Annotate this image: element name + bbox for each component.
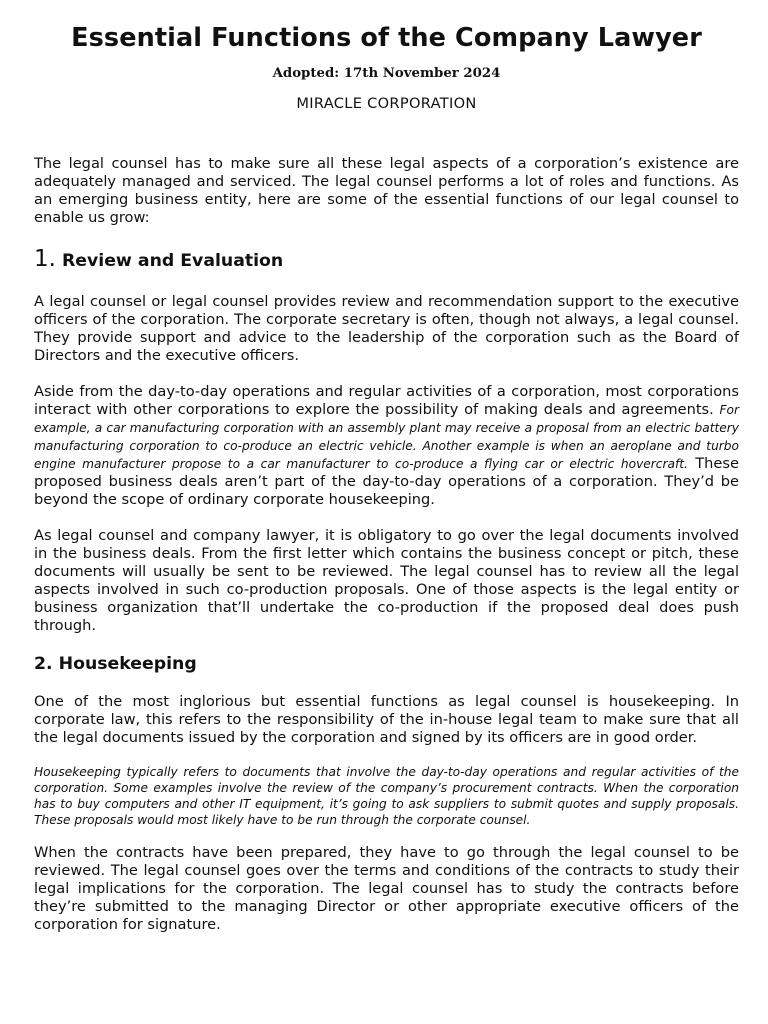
section-1-paragraph-2-example: For example, a car manufacturing corporation with an assembly plant may receive a proposal from an electric battery manufacturing corporation to co-produce an electric vehicle. Another example is when an aeroplane and turbo engine manufacturer propose to a car manufacturer to co-produce a flying car or electric hovercraft.: [34, 403, 740, 471]
section-1-paragraph-2-lead: Aside from the day-to-day operations and regular activities of a corporation, most corporations interact with other corporations to explore the possibility of making deals and agreements.: [34, 383, 739, 418]
section-2-paragraph-3: When the contracts have been prepared, they have to go through the legal counsel to be reviewed. The legal counsel goes over the terms and conditions of the contracts to study their legal implications for the corporation. The legal counsel has to study the contracts before they’re submitted to the managing Director or other appropriate executive officers of the corporation for signature.: [34, 844, 739, 933]
section-2-paragraph-1: One of the most inglorious but essential functions as legal counsel is housekeeping. In corporate law, this refers to the responsibility of the in-house legal team to make sure that all the legal documents issued by the corporation and signed by its officers are in good order.: [34, 693, 739, 746]
document-title: Essential Functions of the Company Lawyer: [71, 23, 702, 53]
document-page: [34, 0, 739, 934]
section-1-paragraph-3: As legal counsel and company lawyer, it is obligatory to go over the legal documents involved in the business deals. From the first letter which contains the business concept or pitch, these documents will usually be sent to be reviewed. The legal counsel has to review all the legal aspects involved in such co-production proposals. One of those aspects is the legal entity or business organization that’ll undertake the co-production if the proposed deal does push through.: [34, 527, 739, 634]
section-1-heading: [34, 247, 739, 273]
intro-paragraph: The legal counsel has to make sure all these legal aspects of a corporation’s existence are adequately managed and serviced. The legal counsel performs a lot of roles and functions. As an emerging business entity, here are some of the essential functions of our legal counsel to enable us grow:: [34, 155, 739, 226]
adopted-date: Adopted: 17th November 2024: [272, 66, 501, 81]
section-1-paragraph-1: A legal counsel or legal counsel provides review and recommendation support to the executive officers of the corporation. The corporate secretary is often, though not always, a legal counsel. They provide support and advice to the leadership of the corporation such as the Board of Directors and the executive officers.: [34, 293, 739, 364]
section-1-number: 1.: [34, 246, 56, 272]
section-2-paragraph-2: Housekeeping typically refers to documents that involve the day-to-day operations and regular activities of the corporation. Some examples involve the review of the company’s procurement contracts. When the corporation has to buy computers and other IT equipment, it’s going to ask suppliers to submit quotes and supply proposals. These proposals would most likely have to be run through the corporate counsel.: [34, 765, 739, 827]
section-2-heading: 2. Housekeeping: [34, 654, 197, 674]
section-1-title: Review and Evaluation: [61, 251, 284, 271]
section-1-paragraph-2-tail: These proposed business deals aren’t part of the day-to-day operations of a corporation. They’d be beyond the scope of ordinary corporate housekeeping.: [34, 455, 739, 508]
section-1-paragraph-2: [34, 383, 739, 509]
company-name: MIRACLE CORPORATION: [296, 95, 477, 112]
